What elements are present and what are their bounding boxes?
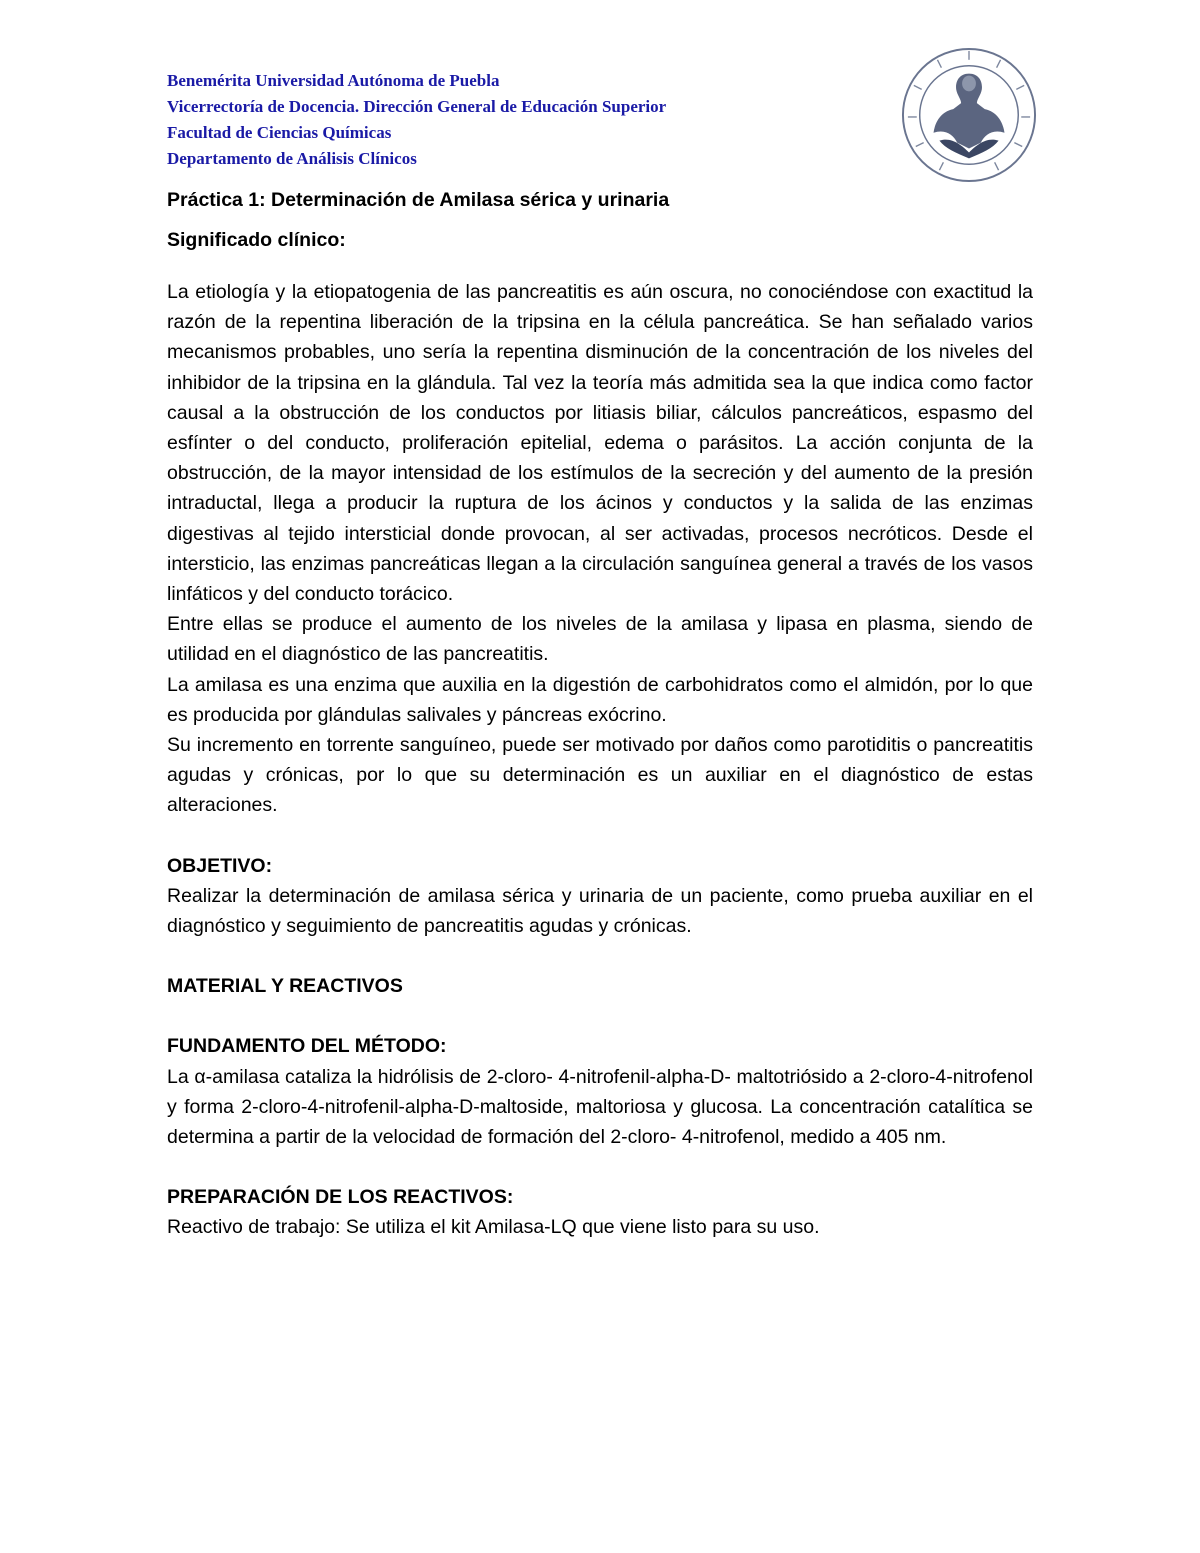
material-heading: MATERIAL Y REACTIVOS: [167, 975, 403, 998]
header-university: Benemérita Universidad Autónoma de Puebla: [167, 71, 500, 90]
university-seal-icon: [900, 46, 1038, 184]
header-facultad: Facultad de Ciencias Químicas: [167, 123, 392, 142]
institution-header: [167, 68, 867, 172]
objetivo-heading: OBJETIVO:: [167, 854, 273, 877]
significado-paragraph-1: La etiología y la etiopatogenia de las pancreatitis es aún oscura, no conociéndose con exactitud la razón de la repentina liberación de la tripsina en la célula pancreática. Se han señalado varios mecanismos probables, uno sería la repentina disminución de la concentración de los niveles del inhibidor de la tripsina en la glándula. Tal vez la teoría más admitida sea la que indica como factor causal a la obstrucción de los conductos por litiasis biliar, cálculos pancreáticos, espasmo del esfínter o del conducto, proliferación epitelial, edema o parásitos. La acción conjunta de la obstrucción, de la mayor intensidad de los estímulos de la secreción y del aumento de la presión intraductal, llega a producir la ruptura de los ácinos y conductos y la salida de las enzimas digestivas al tejido intersticial donde provocan, al ser activadas, procesos necróticos. Desde el intersticio, las enzimas pancreáticas llegan a la circulación sanguínea general a través de los vasos linfáticos y del conducto torácico.: [167, 281, 1033, 606]
preparacion-body: Reactivo de trabajo: Se utiliza el kit Amilasa-LQ que viene listo para su uso.: [167, 1216, 820, 1239]
preparacion-heading: PREPARACIÓN DE LOS REACTIVOS:: [167, 1186, 514, 1209]
practica-title: Práctica 1: Determinación de Amilasa sérica y urinaria: [167, 189, 670, 211]
significado-paragraph-2: Entre ellas se produce el aumento de los niveles de la amilasa y lipasa en plasma, siendo de utilidad en el diagnóstico de las pancreatitis.: [167, 613, 1033, 666]
objetivo-body: Realizar la determinación de amilasa sérica y urinaria de un paciente, como prueba auxiliar en el diagnóstico y seguimiento de pancreatitis agudas y crónicas.: [167, 884, 1033, 938]
header-vicerrectoria: Vicerrectoría de Docencia. Dirección General de Educación Superior: [167, 97, 667, 116]
fundamento-heading: FUNDAMENTO DEL MÉTODO:: [167, 1035, 447, 1058]
significado-paragraph-3: La amilasa es una enzima que auxilia en la digestión de carbohidratos como el almidón, por lo que es producida por glándulas salivales y páncreas exócrino.: [167, 673, 1033, 726]
fundamento-body: La α-amilasa cataliza la hidrólisis de 2-cloro- 4-nitrofenil-alpha-D- maltotriósido a 2-cloro-4-nitrofenol y forma 2-cloro-4-nitrofenil-alpha-D-maltoside, maltoriosa y glucosa. La concentración catalítica se determina a partir de la velocidad de formación del 2-cloro- 4-nitrofenol, medido a 405 nm.: [167, 1065, 1033, 1149]
document-body: [167, 185, 1033, 1243]
significado-heading: Significado clínico:: [167, 229, 346, 251]
significado-section: [167, 277, 1033, 821]
header-departamento: Departamento de Análisis Clínicos: [167, 149, 417, 168]
significado-paragraph-4: Su incremento en torrente sanguíneo, puede ser motivado por daños como parotiditis o pancreatitis agudas y crónicas, por lo que su determinación es un auxiliar en el diagnóstico de estas alteraciones.: [167, 734, 1033, 817]
